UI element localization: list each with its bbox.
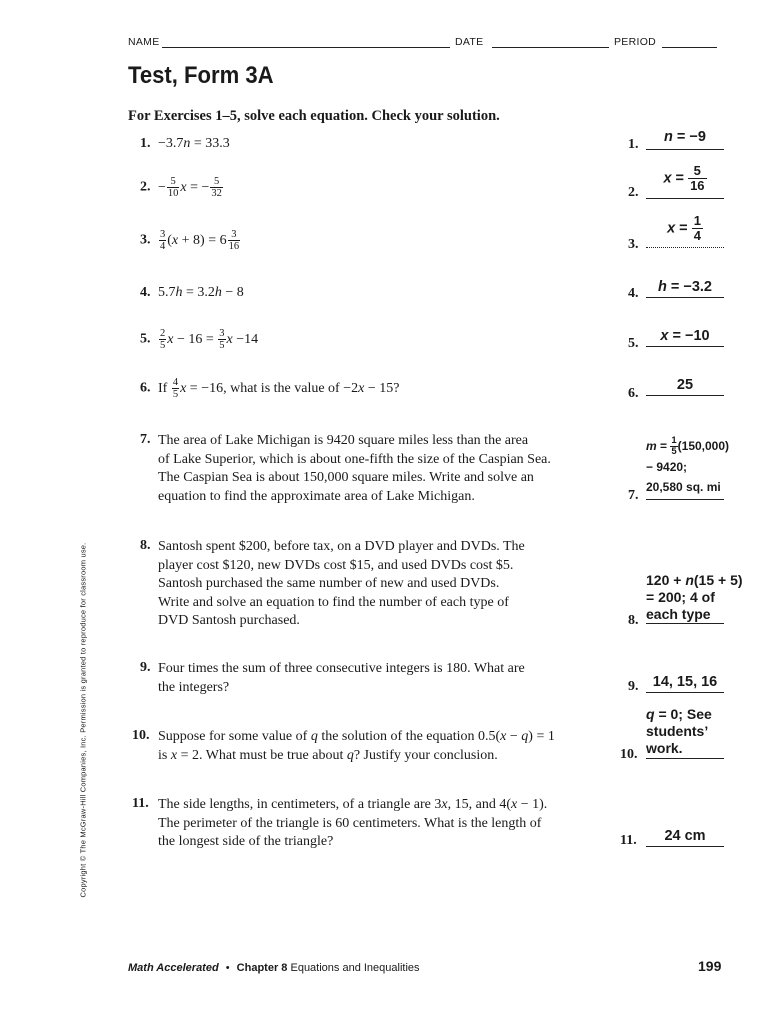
date-field-line[interactable] bbox=[492, 47, 609, 48]
answer-9-line[interactable] bbox=[646, 692, 724, 693]
footer-chapter: Chapter 8 bbox=[236, 962, 288, 974]
answer-11: 24 cm bbox=[664, 828, 706, 844]
footer-book: Math Accelerated bbox=[128, 962, 219, 974]
question-2: 2. − $\frac{5}{10}$ x = − $\frac{5}{32}$ bbox=[140, 176, 222, 199]
answer-10-number: 10. bbox=[620, 747, 638, 762]
answer-3: x = $\frac{1}{4}$ bbox=[667, 213, 701, 243]
question-11: The side lengths, in centimeters, of a triangle are 3x, 15, and 4(x − 1). The perimeter of the triangle is 60 centimeters. What is the length of the longest side of the triangle? bbox=[158, 797, 548, 849]
answer-9-number: 9. bbox=[628, 679, 639, 694]
footer-chapter-title: Equations and Inequalities bbox=[290, 962, 420, 974]
page-title: Test, Form 3A bbox=[128, 62, 274, 89]
answer-7-number: 7. bbox=[628, 488, 639, 503]
question-7: The area of Lake Michigan is 9420 square miles less than the area of Lake Superior, which is about one-fifth the size of the Caspian Sea. The Caspian Sea is about 150,000 square miles. Write and solve an equation to find the approximate area of Lake Michigan. bbox=[158, 433, 551, 504]
answer-6: 25 bbox=[676, 377, 694, 393]
answer-2-line[interactable] bbox=[646, 198, 724, 199]
answer-11-line[interactable] bbox=[646, 846, 724, 847]
question-5: 5. $\frac{2}{5}$ x − 16 = $\frac{3}{5}$ x −14 bbox=[140, 328, 259, 351]
question-11-number: 11. bbox=[132, 796, 149, 811]
answer-1-line[interactable] bbox=[646, 149, 724, 150]
answer-8-line[interactable] bbox=[646, 623, 724, 624]
date-label: DATE bbox=[455, 36, 484, 48]
copyright-notice: Copyright © The McGraw-Hill Companies, Inc. Permission is granted to reproduce for classroom use. bbox=[78, 542, 88, 898]
answer-3-line[interactable] bbox=[646, 247, 724, 248]
answer-8: 120 + n(15 + 5) = 200; 4 of each type bbox=[646, 572, 743, 622]
question-6: 6. If $\frac{4}{5}$ x = −16, what is the value of −2x − 15? bbox=[140, 377, 400, 400]
name-label: NAME bbox=[128, 36, 160, 48]
question-8-number: 8. bbox=[140, 538, 151, 553]
question-10-number: 10. bbox=[132, 728, 150, 743]
answer-9: 14, 15, 16 bbox=[652, 674, 718, 690]
answer-8-number: 8. bbox=[628, 613, 639, 628]
question-10: Suppose for some value of q the solution of the equation 0.5(x − q) = 1 is x = 2. What must be true about q? Justify your conclusion. bbox=[158, 729, 555, 763]
answer-5-line[interactable] bbox=[646, 346, 724, 347]
answer-2: x = $\frac{5}{16}$ bbox=[663, 163, 705, 193]
page-number: 199 bbox=[698, 958, 722, 974]
answer-10: q = 0; See students’ work. bbox=[646, 706, 712, 756]
question-1: 1. −3.7n = 33.3 bbox=[140, 136, 230, 151]
footer bbox=[128, 962, 420, 974]
answer-10-line[interactable] bbox=[646, 758, 724, 759]
question-9-number: 9. bbox=[140, 660, 151, 675]
name-field-line[interactable] bbox=[162, 47, 450, 48]
answer-6-line[interactable] bbox=[646, 395, 724, 396]
question-4: 4. 5.7h = 3.2h − 8 bbox=[140, 285, 244, 300]
answer-7: m = $\frac{1}{5}$ (150,000) − 9420; 20,580 sq. mi bbox=[646, 435, 730, 495]
answer-4-line[interactable] bbox=[646, 297, 724, 298]
question-7-number: 7. bbox=[140, 432, 151, 447]
answer-7-line[interactable] bbox=[646, 499, 724, 500]
period-label: PERIOD bbox=[614, 36, 657, 48]
answer-3-number: 3. bbox=[628, 237, 639, 252]
answer-2-number: 2. bbox=[628, 185, 639, 200]
answer-4: h = −3.2 bbox=[657, 279, 712, 295]
answer-5-number: 5. bbox=[628, 336, 639, 351]
question-8: Santosh spent $200, before tax, on a DVD player and DVDs. The player cost $120, new DVDs cost $15, and used DVDs cost $5. Santosh purchased the same number of new and used DVDs. Write and solve an equation to find the number of each type of DVD Santosh purchased. bbox=[158, 539, 525, 628]
question-9: Four times the sum of three consecutive integers is 180. What are the integers? bbox=[158, 661, 525, 695]
answer-5: x = −10 bbox=[660, 328, 710, 344]
answer-1-number: 1. bbox=[628, 137, 639, 152]
instructions: For Exercises 1–5, solve each equation. Check your solution. bbox=[128, 108, 500, 124]
answer-4-number: 4. bbox=[628, 286, 639, 301]
period-field-line[interactable] bbox=[662, 47, 717, 48]
answer-1: n = −9 bbox=[664, 129, 706, 145]
answer-11-number: 11. bbox=[620, 833, 637, 848]
footer-bullet: • bbox=[225, 962, 230, 974]
answer-6-number: 6. bbox=[628, 386, 639, 401]
question-3: 3. $\frac{3}{4}$ (x + 8) = 6 $\frac{3}{16}$ bbox=[140, 229, 240, 252]
